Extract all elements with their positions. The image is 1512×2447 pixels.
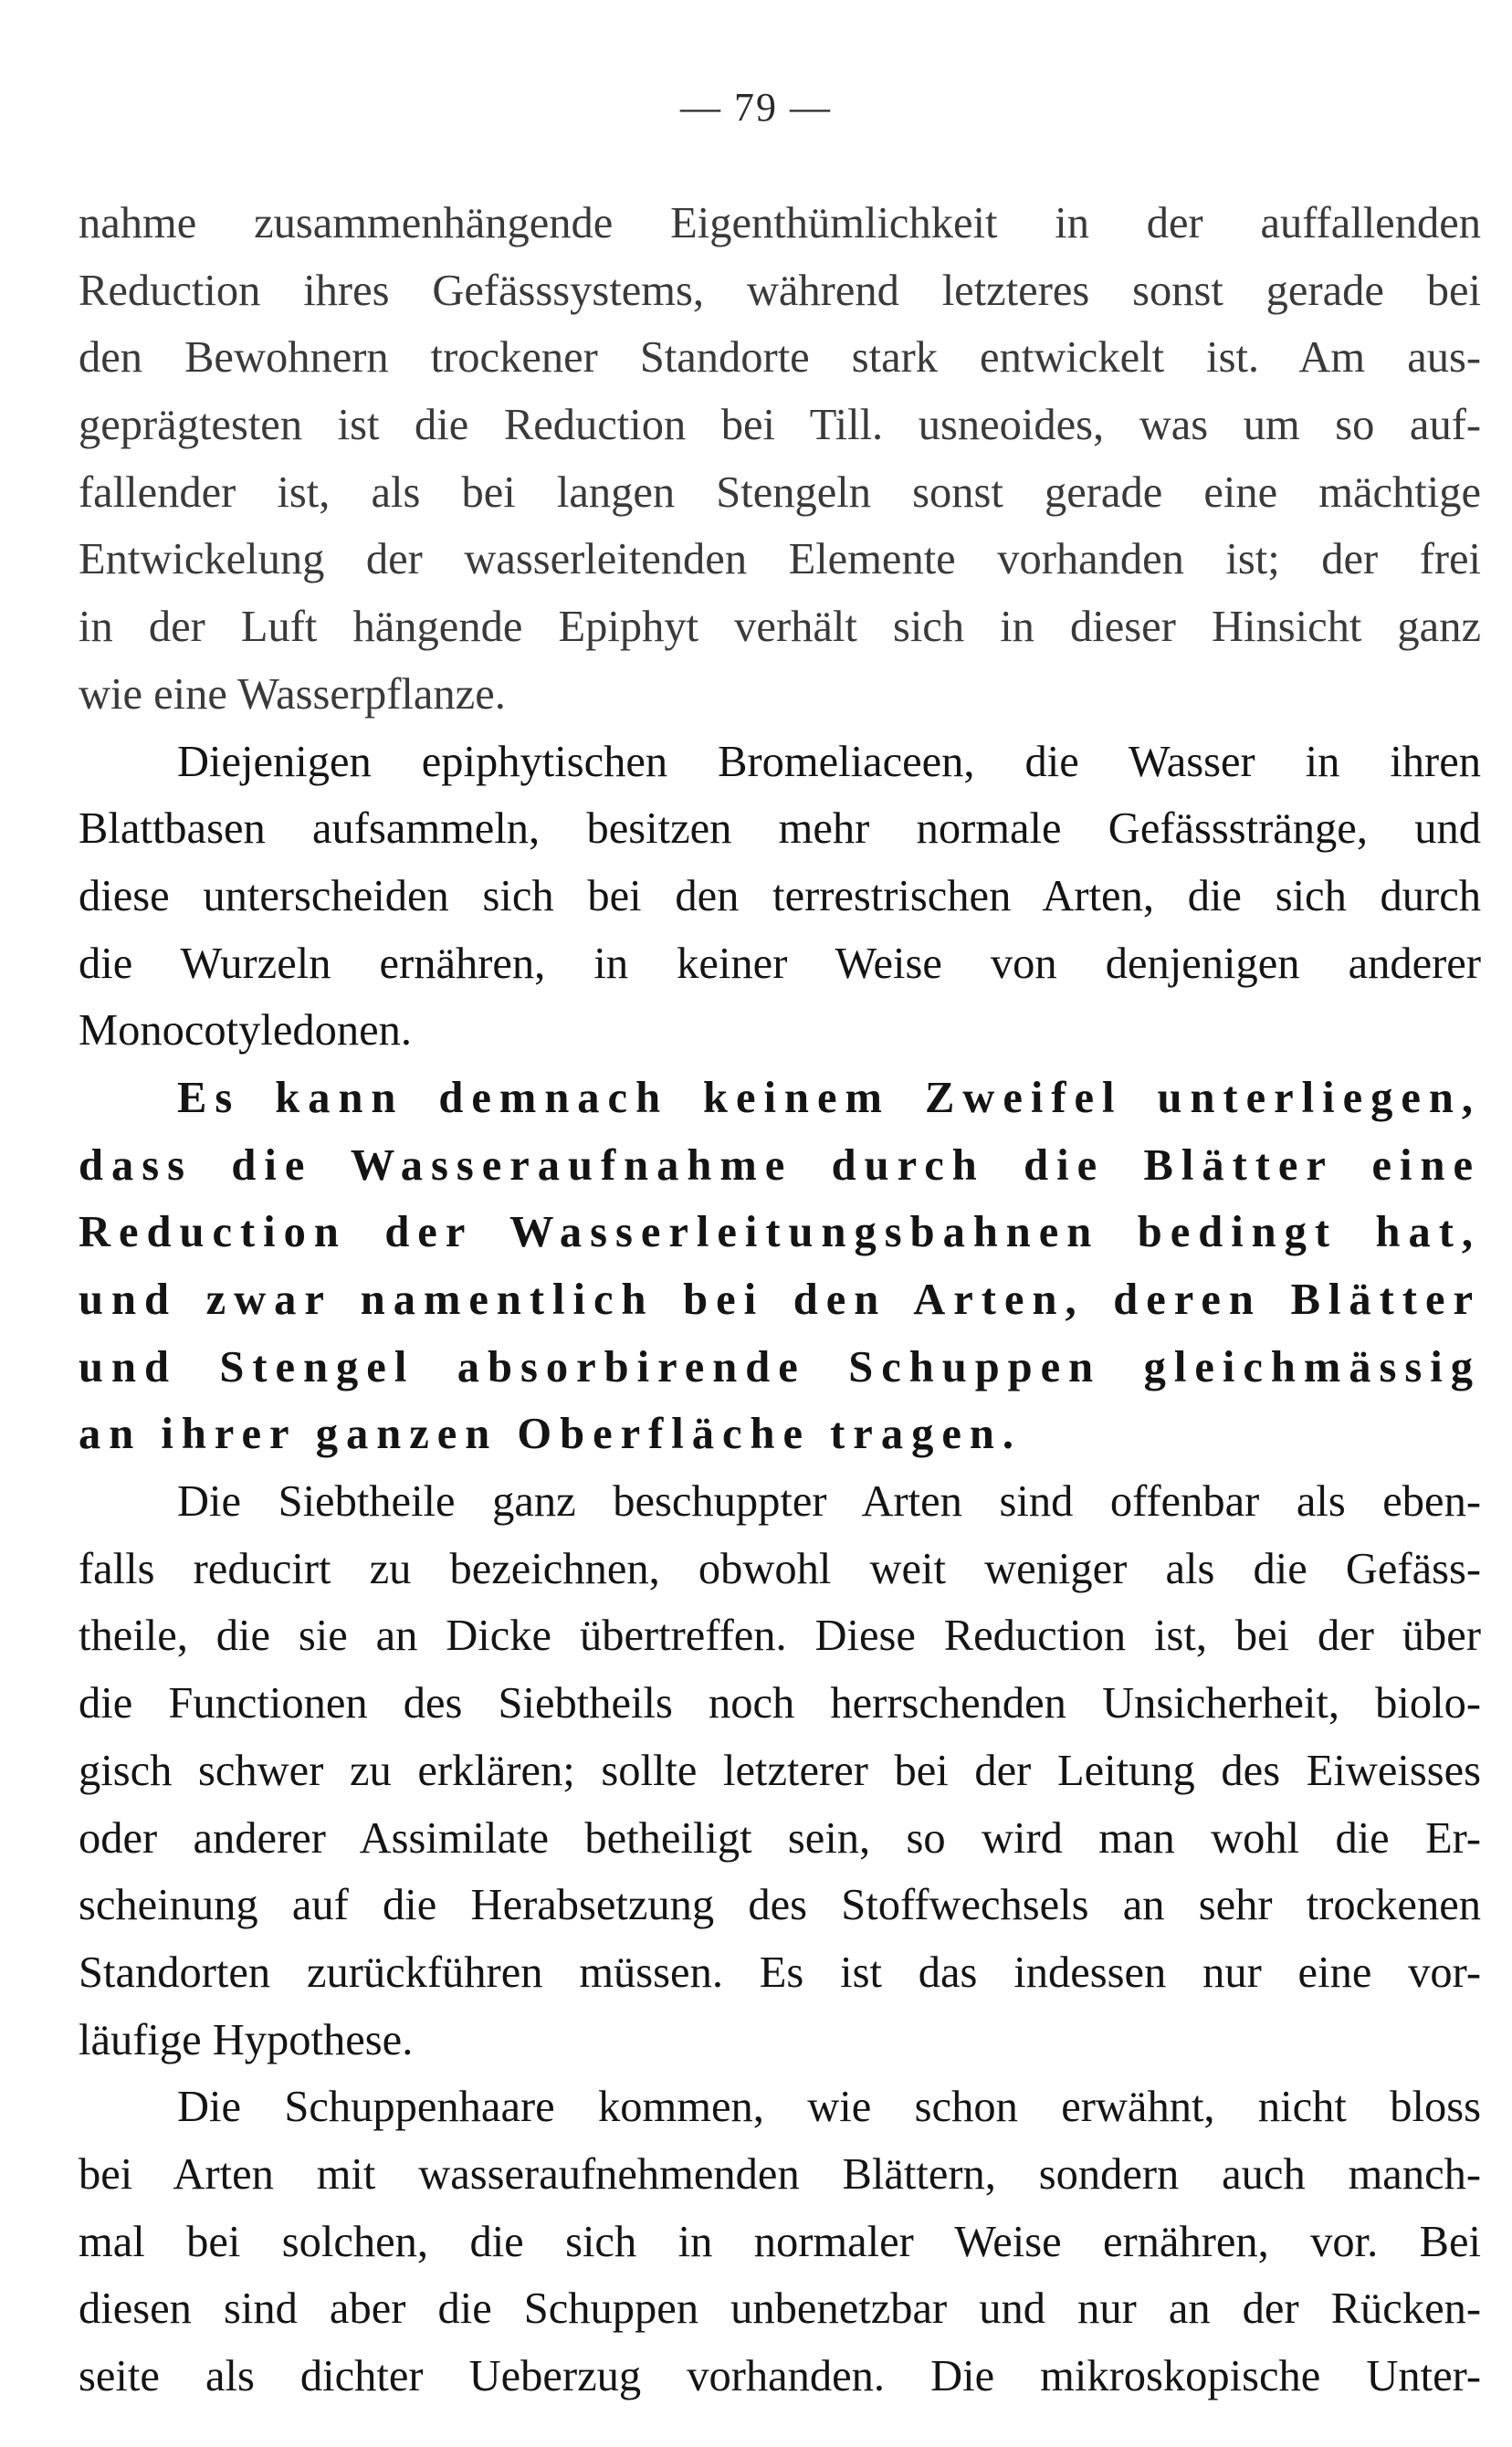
text-line: läufige Hypothese. <box>79 2015 414 2064</box>
text-line: diese unterscheiden sich bei den terrestrischen Arten, die sich durch <box>79 871 1481 920</box>
text-line: und zwar namentlich bei den Arten, deren Blätter <box>79 1276 1481 1324</box>
text-line: den Bewohnern trockener Standorte stark entwickelt ist. Am aus- <box>79 333 1481 383</box>
text-line: bei Arten mit wasseraufnehmenden Blättern, sondern auch manch- <box>79 2149 1481 2199</box>
text-line: nahme zusammenhängende Eigenthümlichkeit in der auffallenden <box>79 199 1481 247</box>
text-line: Standorten zurückführen müssen. Es ist das indessen nur eine vor- <box>79 1948 1481 1997</box>
text-line: dass die Wasseraufnahme durch die Blätter eine <box>79 1140 1481 1190</box>
text-line: wie eine Wasserpflanze. <box>79 669 506 719</box>
text-line: seite als dichter Ueberzug vorhanden. Die mikroskopische Unter- <box>79 2352 1481 2400</box>
text-line: Es kann demnach keinem Zweifel unterliegen, <box>177 1073 1481 1122</box>
text-line: gisch schwer zu erklären; sollte letzterer bei der Leitung des Eiweisses <box>79 1746 1481 1795</box>
text-line: diesen sind aber die Schuppen unbenetzbar und nur an der Rücken- <box>79 2284 1481 2334</box>
text-line: falls reducirt zu bezeichnen, obwohl weit weniger als die Gefäss- <box>79 1544 1481 1593</box>
text-line: mal bei solchen, die sich in normaler Weise ernähren, vor. Bei <box>79 2217 1481 2266</box>
text-line: fallender ist, als bei langen Stengeln sonst gerade eine mächtige <box>79 467 1481 517</box>
text-line: die Wurzeln ernähren, in keiner Weise von denjenigen anderer <box>79 939 1481 988</box>
text-line: Diejenigen epiphytischen Bromeliaceen, die Wasser in ihren <box>177 737 1481 786</box>
page-number: — 79 — <box>680 85 832 130</box>
text-line: Entwickelung der wasserleitenden Elemente vorhanden ist; der frei <box>79 535 1481 584</box>
paragraph-4 <box>79 1468 1481 2074</box>
text-line: theile, die sie an Dicke übertreffen. Diese Reduction ist, bei der über <box>79 1612 1481 1661</box>
text-line: in der Luft hängende Epiphyt verhält sich in dieser Hinsicht ganz <box>79 603 1481 652</box>
text-line: Monocotyledonen. <box>79 1006 413 1055</box>
text-line: Reduction der Wasserleitungsbahnen bedingt hat, <box>79 1208 1481 1257</box>
text-line: die Functionen des Siebtheils noch herrschenden Unsicherheit, biolo- <box>79 1679 1481 1728</box>
body-text <box>79 190 1481 2410</box>
text-line: an ihrer ganzen Oberfläche tragen. <box>79 1410 1022 1459</box>
paragraph-2 <box>79 729 1481 1065</box>
text-line: Die Schuppenhaare kommen, wie schon erwähnt, nicht bloss <box>177 2083 1481 2132</box>
text-line: Die Siebtheile ganz beschuppter Arten sind offenbar als eben- <box>177 1477 1481 1527</box>
paragraph-5 <box>79 2074 1481 2410</box>
text-line: geprägtesten ist die Reduction bei Till. usneoides, was um so auf- <box>79 401 1481 450</box>
text-line: Reduction ihres Gefässsystems, während letzteres sonst gerade bei <box>79 266 1481 315</box>
text-line: und Stengel absorbirende Schuppen gleichmässig <box>79 1342 1481 1392</box>
text-line: scheinung auf die Herabsetzung des Stoffwechsels an sehr trockenen <box>79 1881 1481 1930</box>
paragraph-3-emphasis <box>79 1065 1481 1468</box>
text-line: Blattbasen aufsammeln, besitzen mehr normale Gefässstränge, und <box>79 804 1481 854</box>
text-line: oder anderer Assimilate betheiligt sein, so wird man wohl die Er- <box>79 1813 1481 1863</box>
paragraph-1 <box>79 190 1481 729</box>
